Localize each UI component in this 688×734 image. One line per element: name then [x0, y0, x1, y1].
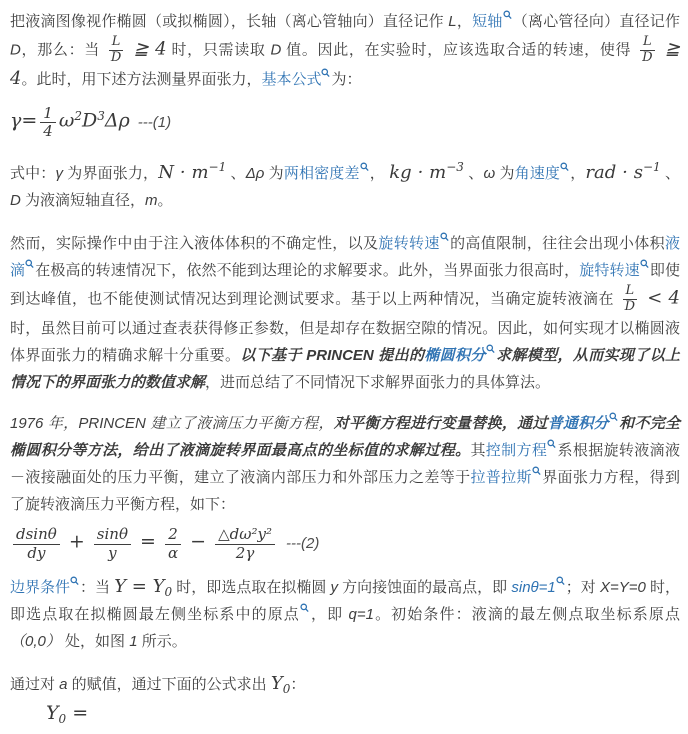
- text-run: 界面张力方程，得到了旋转液滴压力平衡方程，如下：: [10, 469, 680, 514]
- term-link[interactable]: 液滴: [10, 235, 680, 280]
- text-run: 、: [226, 165, 246, 183]
- math-fraction: [165, 526, 181, 562]
- text-run: 为界面张力，: [62, 165, 159, 183]
- text-run: 、: [463, 165, 484, 183]
- search-icon[interactable]: [560, 162, 569, 172]
- text-run: 时，即选点取在拟椭圆: [172, 578, 331, 596]
- math-fraction: [622, 284, 638, 315]
- search-icon[interactable]: [321, 68, 330, 78]
- text-run: 为：: [331, 70, 362, 88]
- text-run: 1976 年，PRINCEN 建立了液滴压力平衡方程，: [10, 415, 334, 433]
- math-inline: 0: [58, 711, 67, 726]
- fraction-denominator: 4: [43, 122, 53, 141]
- text-run: 和不完全椭圆积分等方法，给出了液滴旋转界面最高点的坐标值的求解过程。: [10, 415, 680, 460]
- text-run: L: [448, 13, 457, 30]
- text-run: y: [330, 578, 338, 596]
- term-link[interactable]: 普通积分: [547, 415, 609, 433]
- text-run: 时，只需读取: [166, 41, 271, 59]
- math-inline: 0: [164, 584, 173, 599]
- text-run: m: [145, 192, 158, 210]
- math-fraction: [13, 526, 60, 562]
- paragraph-ellipse-definition: [10, 8, 680, 93]
- text-run: q=1: [348, 605, 374, 623]
- text-run: 值。因此，在实验时，应该选取合适的转速，使得: [281, 41, 637, 59]
- text-run: 求解模型，从而实现了以上情况下的界面张力的数值求解: [10, 347, 680, 392]
- math-inline: ω: [58, 109, 75, 132]
- text-run: 、: [660, 165, 680, 183]
- math-fraction: [40, 105, 56, 141]
- text-run: ，: [456, 13, 473, 30]
- search-icon[interactable]: [486, 344, 495, 354]
- math-inline: Y = Y: [114, 575, 165, 597]
- math-inline: +: [62, 530, 91, 553]
- text-run: ，: [369, 165, 390, 183]
- term-link[interactable]: 基本公式: [261, 70, 322, 88]
- text-run: 即使到达峰值，也不能使测试情况达到理论测试要求。基于以上两种情况，当确定旋转液滴在: [10, 262, 680, 308]
- search-icon[interactable]: [70, 576, 79, 586]
- text-run: 。初始条件：液滴的最左侧点取坐标系原点: [373, 605, 680, 623]
- math-inline: 2: [74, 108, 82, 123]
- text-run: 的赋值，通过下面的公式求出: [67, 675, 271, 693]
- fraction-numerator: △dω²y²: [215, 526, 275, 544]
- text-run: ；对: [565, 578, 600, 596]
- text-run: 为: [495, 165, 515, 183]
- math-inline: N · m: [158, 162, 209, 184]
- text-run: （离心管径向）直径记作: [512, 13, 680, 30]
- math-inline: ≧ 4: [10, 38, 681, 89]
- term-link[interactable]: 两相密度差: [283, 165, 360, 183]
- math-inline: =: [66, 701, 89, 724]
- search-icon[interactable]: [503, 10, 512, 20]
- search-icon[interactable]: [25, 259, 34, 269]
- text-run: 把液滴图像视作椭圆（或拟椭圆），长轴（离心管轴向）直径记作: [10, 13, 449, 30]
- math-fraction: [639, 35, 655, 66]
- text-run: 的高值限制，往往会出现小体积: [449, 235, 665, 253]
- text-run: ：当: [80, 578, 115, 596]
- math-inline: < 4: [641, 287, 680, 309]
- math-fraction: [108, 35, 124, 66]
- equation-2: [10, 526, 680, 562]
- fraction-denominator: 2γ: [235, 543, 255, 562]
- text-run: 为: [264, 165, 284, 183]
- fraction-numerator: sinθ: [94, 526, 131, 544]
- fraction-denominator: dy: [27, 543, 46, 562]
- math-fraction: [94, 526, 131, 562]
- math-inline: =: [21, 109, 38, 132]
- paragraph-princen-1976: [10, 410, 680, 518]
- text-run: Δρ: [245, 165, 265, 183]
- text-run: 系根据旋转液滴液－液接融面处的压力平衡，建立了液滴内部压力和外部压力之差等于: [10, 442, 680, 487]
- text-run: 其: [470, 442, 486, 460]
- math-inline: ≧ 4: [127, 38, 167, 60]
- math-inline: 0: [282, 681, 291, 696]
- search-icon[interactable]: [532, 466, 541, 476]
- search-icon[interactable]: [300, 603, 309, 613]
- equation-tag: ---(1): [137, 113, 172, 131]
- search-icon[interactable]: [440, 232, 449, 242]
- text-run: 以下基于 PRINCEN 提出的: [240, 347, 425, 365]
- text-run: 时，虽然目前可以通过查表获得修正参数，但是却存在数据空隙的情况。因此，如何实现才以椭圆液体界面张力的精确求解十分重要。: [10, 320, 680, 365]
- text-run: ω: [483, 165, 496, 183]
- text-run: 。此时，用下述方法测量界面张力，: [21, 70, 262, 88]
- text-run: 对平衡方程进行变量替换，通过: [333, 415, 548, 433]
- term-link[interactable]: 拉普拉斯: [470, 469, 532, 487]
- math-inline: D: [81, 109, 98, 132]
- equation-3-clipped: [46, 701, 680, 726]
- text-run: 所示。: [137, 632, 187, 650]
- equation-tag: ---(2): [286, 534, 320, 552]
- search-icon[interactable]: [609, 412, 618, 422]
- paragraph-boundary-conditions: [10, 574, 680, 655]
- paragraph-assign-a: [10, 671, 680, 698]
- paragraph-limitations: [10, 230, 680, 396]
- math-inline: −1: [208, 160, 227, 175]
- term-link[interactable]: 旋特转速: [579, 262, 640, 280]
- text-run: D: [10, 192, 21, 210]
- math-inline: Y: [270, 672, 283, 694]
- text-run: ：: [290, 675, 306, 693]
- fraction-numerator: 2: [165, 526, 181, 544]
- text-run: 式中：: [10, 165, 56, 183]
- text-run: X=Y=0: [599, 578, 646, 596]
- text-run: ，即: [309, 605, 349, 623]
- text-run: 时，即选点取在拟椭圆最左侧坐标系中的原点: [10, 578, 680, 623]
- term-link[interactable]: 控制方程: [485, 442, 548, 460]
- math-inline: kg · m: [389, 162, 447, 184]
- fraction-numerator: L: [623, 284, 638, 300]
- fraction-denominator: D: [624, 299, 636, 315]
- fraction-denominator: α: [167, 543, 179, 562]
- math-inline: Δρ: [104, 109, 130, 132]
- term-link[interactable]: 旋转转速: [378, 235, 440, 253]
- text-run: ，进而总结了不同情况下求解界面张力的具体算法。: [205, 374, 551, 392]
- text-run: D: [10, 41, 21, 59]
- term-link[interactable]: 角速度: [514, 165, 561, 183]
- search-icon[interactable]: [547, 439, 556, 449]
- search-icon[interactable]: [556, 576, 565, 586]
- text-run: 然而，实际操作中由于注入液体体积的不确定性，以及: [10, 235, 379, 253]
- text-run: 。: [157, 192, 173, 210]
- text-run: 1: [129, 632, 138, 650]
- math-inline: =: [133, 530, 162, 553]
- text-run: 处，如图: [60, 632, 130, 650]
- fraction-numerator: L: [109, 35, 124, 51]
- text-run: （0,0）: [10, 632, 61, 650]
- paragraph-symbol-legend: [10, 160, 680, 214]
- equation-1: [10, 105, 680, 141]
- text-run: 在极高的转速情况下，依然不能到达理论的求解要求。此外，当界面张力很高时，: [35, 262, 580, 280]
- fraction-denominator: y: [108, 543, 117, 562]
- fraction-numerator: L: [640, 35, 655, 51]
- math-inline: −: [184, 530, 213, 553]
- term-link[interactable]: 短轴: [472, 13, 503, 30]
- math-fraction: [215, 526, 275, 562]
- search-icon[interactable]: [360, 162, 369, 172]
- math-inline: Y: [46, 701, 59, 724]
- text-run: ，: [570, 165, 586, 183]
- math-inline: 3: [97, 108, 105, 123]
- text-run: 为液滴短轴直径，: [20, 192, 146, 210]
- term-link[interactable]: sinθ=1: [511, 578, 556, 596]
- math-inline: −1: [642, 160, 661, 175]
- term-link[interactable]: 边界条件: [10, 578, 71, 596]
- text-run: ，那么：当: [20, 41, 105, 59]
- fraction-numerator: 1: [40, 105, 56, 123]
- text-run: 通过对: [10, 675, 60, 693]
- math-inline: γ: [10, 109, 22, 132]
- fraction-numerator: dsinθ: [13, 526, 60, 544]
- fraction-denominator: D: [642, 49, 653, 65]
- text-run: a: [59, 675, 68, 693]
- text-run: γ: [55, 165, 63, 183]
- search-icon[interactable]: [640, 259, 649, 269]
- math-inline: −3: [446, 160, 464, 175]
- text-run: 方向接蚀面的最高点，即: [338, 578, 512, 596]
- term-link[interactable]: 椭圆积分: [424, 347, 486, 365]
- text-run: D: [270, 41, 282, 59]
- fraction-denominator: D: [110, 49, 122, 65]
- math-inline: rad · s: [585, 162, 643, 184]
